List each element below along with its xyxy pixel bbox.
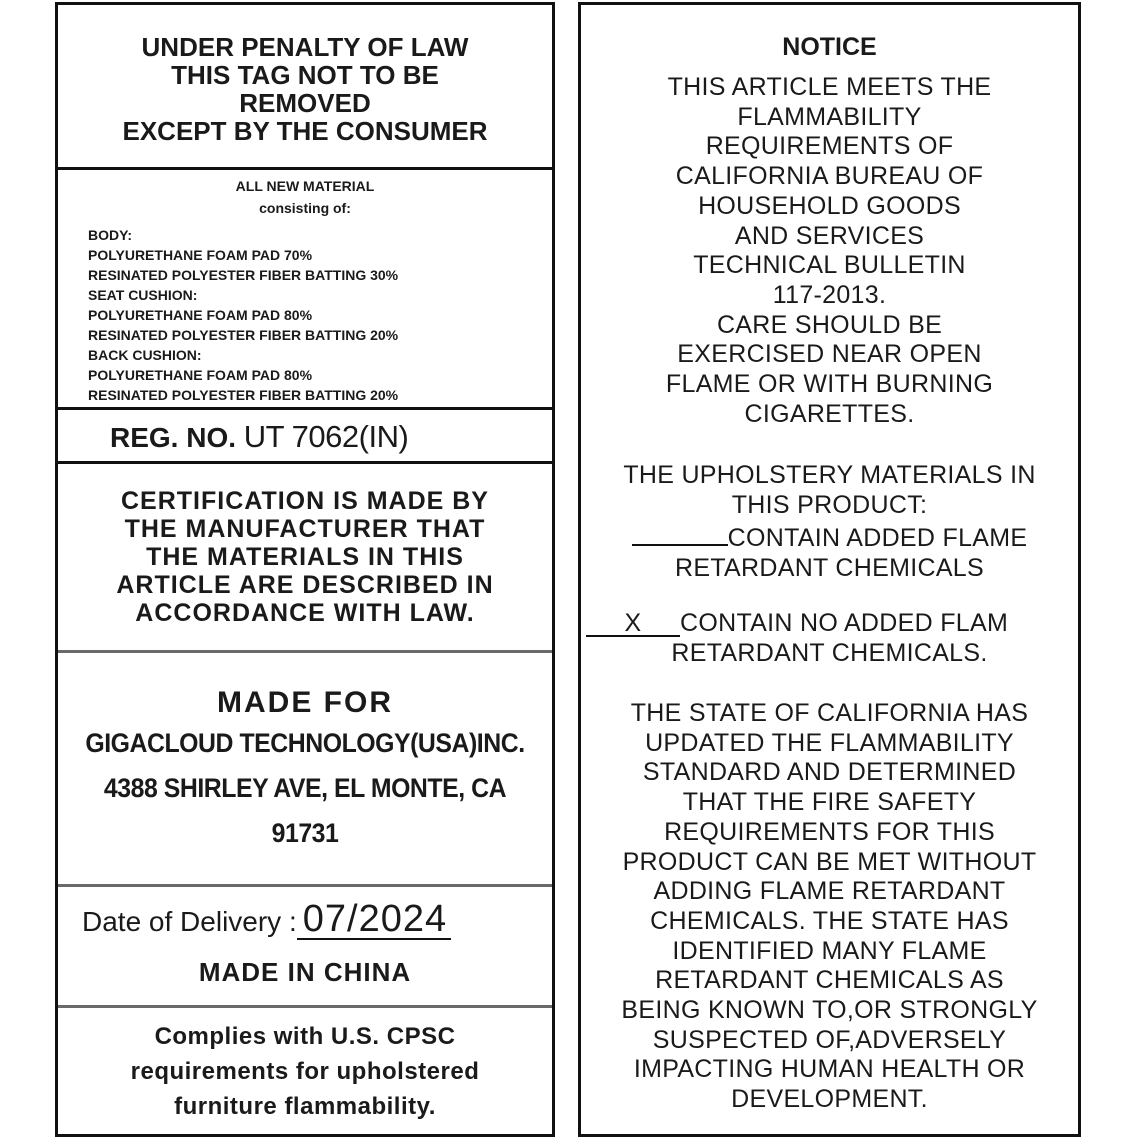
notice-line: THIS ARTICLE MEETS THE <box>667 73 992 101</box>
certification-statement <box>58 487 552 627</box>
registration-number <box>58 417 552 458</box>
state-line: SUSPECTED OF,ADVERSELY <box>652 1025 1007 1054</box>
state-line: PRODUCT CAN BE MET WITHOUT <box>622 847 1037 876</box>
notice-line: EXERCISED NEAR OPEN <box>677 340 982 369</box>
option-added-retardant <box>581 520 1078 583</box>
flammability-notice <box>581 73 1078 429</box>
materials-heading: ALL NEW MATERIAL <box>235 178 375 194</box>
certification-line: THE MATERIALS IN THIS <box>146 543 464 571</box>
penalty-line: UNDER PENALTY OF LAW <box>141 32 469 62</box>
penalty-line: REMOVED <box>239 88 371 118</box>
notice-line: REQUIREMENTS OF <box>705 132 954 161</box>
divider <box>58 884 552 887</box>
option-text: RETARDANT CHEMICALS <box>675 553 984 582</box>
certification-line: CERTIFICATION IS MADE BY <box>121 487 489 515</box>
divider <box>58 407 552 410</box>
company-address: 4388 SHIRLEY AVE, EL MONTE, CA <box>103 773 507 803</box>
material-line: BACK CUSHION: <box>88 347 202 363</box>
state-line: CHEMICALS. THE STATE HAS <box>650 906 1009 935</box>
divider <box>58 461 552 464</box>
notice-line: CARE SHOULD BE <box>716 310 943 339</box>
notice-line: CIGARETTES. <box>744 399 915 428</box>
checkbox-mark-none: X <box>586 611 680 637</box>
notice-panel <box>578 2 1081 1137</box>
certification-line: THE MANUFACTURER THAT <box>124 515 486 543</box>
state-line: DEVELOPMENT. <box>731 1085 928 1114</box>
option-text: RETARDANT CHEMICALS. <box>671 638 988 667</box>
divider <box>58 167 552 170</box>
materials-section <box>58 175 552 405</box>
material-line: BODY: <box>88 227 133 243</box>
materials-list <box>88 225 552 405</box>
checkbox-blank-added <box>632 520 728 546</box>
compliance-line: requirements for upholstered <box>130 1058 480 1085</box>
country-of-origin: MADE IN CHINA <box>198 957 412 987</box>
material-line: SEAT CUSHION: <box>88 287 198 303</box>
reg-label: REG. NO. <box>110 422 237 453</box>
state-line: THAT THE FIRE SAFETY <box>682 788 977 817</box>
delivery-row <box>58 900 552 944</box>
option-no-added-retardant <box>581 609 1078 668</box>
compliance-line: Complies with U.S. CPSC <box>154 1023 456 1050</box>
delivery-label: Date of Delivery : <box>82 906 297 937</box>
state-line: ADDING FLAME RETARDANT <box>653 877 1006 906</box>
delivery-date: 07/2024 <box>297 900 451 940</box>
made-for-section <box>58 685 552 856</box>
certification-line: ACCORDANCE WITH LAW. <box>135 599 475 627</box>
material-line: POLYURETHANE FOAM PAD 80% <box>88 307 313 323</box>
option-text: CONTAIN NO ADDED FLAM <box>680 609 1009 637</box>
law-label-panel <box>55 2 555 1137</box>
materials-subheading: consisting of: <box>259 200 351 216</box>
certification-line: ARTICLE ARE DESCRIBED IN <box>116 571 494 599</box>
state-line: IMPACTING HUMAN HEALTH OR <box>633 1055 1026 1084</box>
cpsc-compliance <box>58 1019 552 1124</box>
notice-line: AND SERVICES <box>734 221 925 250</box>
state-line: IDENTIFIED MANY FLAME <box>672 936 987 965</box>
notice-title: NOTICE <box>782 33 877 61</box>
state-line: STANDARD AND DETERMINED <box>642 758 1017 787</box>
notice-line: FLAME OR WITH BURNING <box>665 370 994 399</box>
state-line: REQUIREMENTS FOR THIS <box>664 817 995 846</box>
made-for-title: MADE FOR <box>217 686 393 719</box>
reg-value: UT 7062(IN) <box>243 419 409 454</box>
divider <box>58 1005 552 1008</box>
upholstery-line: THIS PRODUCT: <box>731 490 928 519</box>
notice-line: CALIFORNIA BUREAU OF <box>675 162 984 191</box>
penalty-notice <box>58 33 552 145</box>
delivery-section <box>58 900 552 992</box>
notice-line: TECHNICAL BULLETIN <box>693 251 966 280</box>
divider <box>58 650 552 653</box>
material-line: RESINATED POLYESTER FIBER BATTING 30% <box>88 267 399 283</box>
penalty-line: THIS TAG NOT TO BE <box>171 60 439 90</box>
compliance-line: furniture flammability. <box>174 1093 436 1120</box>
option-text: CONTAIN ADDED FLAME <box>727 524 1028 552</box>
upholstery-line: THE UPHOLSTERY MATERIALS IN <box>623 461 1036 489</box>
state-line: UPDATED THE FLAMMABILITY <box>645 728 1014 757</box>
company-name: GIGACLOUD TECHNOLOGY(USA)INC. <box>85 728 525 758</box>
material-line: RESINATED POLYESTER FIBER BATTING 20% <box>88 387 399 403</box>
california-statement <box>581 699 1078 1115</box>
state-line: BEING KNOWN TO,OR STRONGLY <box>621 996 1038 1025</box>
notice-line: 117-2013. <box>772 280 887 309</box>
company-zip: 91731 <box>271 818 339 848</box>
notice-line: HOUSEHOLD GOODS <box>698 191 961 220</box>
material-line: RESINATED POLYESTER FIBER BATTING 20% <box>88 327 399 343</box>
upholstery-statement <box>581 461 1078 520</box>
material-line: POLYURETHANE FOAM PAD 70% <box>88 247 313 263</box>
notice-line: FLAMMABILITY <box>737 102 922 131</box>
penalty-line: EXCEPT BY THE CONSUMER <box>122 116 488 146</box>
state-line: RETARDANT CHEMICALS AS <box>655 966 1004 995</box>
material-line: POLYURETHANE FOAM PAD 80% <box>88 367 313 383</box>
state-line: THE STATE OF CALIFORNIA HAS <box>630 699 1029 727</box>
column-gap <box>555 0 580 1140</box>
